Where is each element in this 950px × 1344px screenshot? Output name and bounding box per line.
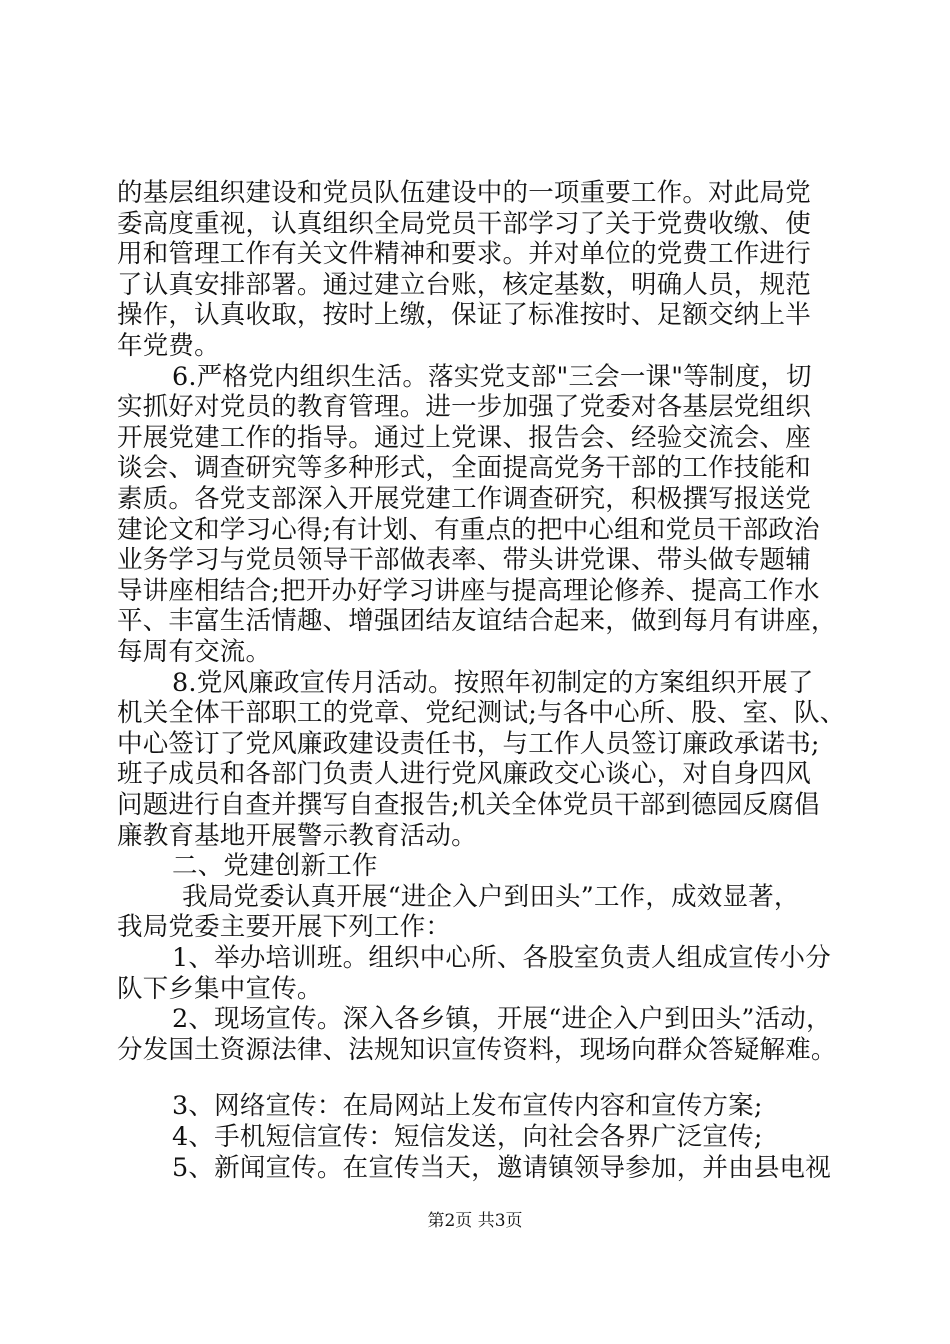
- body-line: 中心签订了党风廉政建设责任书，与工作人员签订廉政承诺书;: [117, 729, 820, 759]
- section-heading: 二、党建创新工作: [172, 851, 378, 881]
- body-line: 年党费。: [117, 331, 220, 361]
- body-line: 导讲座相结合;把开办好学习讲座与提高理论修养、提高工作水: [117, 576, 820, 606]
- body-line: 操作，认真收取，按时上缴，保证了标准按时、足额交纳上半: [117, 300, 811, 330]
- body-line: 了认真安排部署。通过建立台账，核定基数，明确人员，规范: [117, 270, 811, 300]
- body-line: 8.党风廉政宣传月活动。按照年初制定的方案组织开展了: [172, 668, 814, 698]
- body-line: 廉教育基地开展警示教育活动。: [117, 821, 477, 851]
- body-line: 谈会、调查研究等多种形式，全面提高党务干部的工作技能和: [117, 453, 811, 483]
- body-line: 5、新闻宣传。在宣传当天，邀请镇领导参加，并由县电视: [172, 1153, 831, 1183]
- body-line: 用和管理工作有关文件精神和要求。并对单位的党费工作进行: [117, 239, 811, 269]
- page-footer: 第2页 共3页: [427, 1211, 523, 1231]
- body-line: 开展党建工作的指导。通过上党课、报告会、经验交流会、座: [117, 423, 811, 453]
- body-line: 1、举办培训班。组织中心所、各股室负责人组成宣传小分: [172, 943, 831, 973]
- body-line: 业务学习与党员领导干部做表率、带头讲党课、带头做专题辅: [117, 545, 811, 575]
- body-line: 4、手机短信宣传：短信发送，向社会各界广泛宣传;: [172, 1122, 763, 1152]
- body-line: 我局党委认真开展“进企入户到田头”工作，成效显著，: [182, 882, 800, 912]
- body-line: 6.严格党内组织生活。落实党支部"三会一课"等制度，切: [172, 362, 812, 392]
- body-line: 每周有交流。: [117, 637, 272, 667]
- body-line: 班子成员和各部门负责人进行党风廉政交心谈心，对自身四风: [117, 759, 811, 789]
- body-line: 分发国土资源法律、法规知识宣传资料，现场向群众答疑解难。: [117, 1035, 837, 1065]
- body-line: 素质。各党支部深入开展党建工作调查研究，积极撰写报送党: [117, 484, 811, 514]
- body-line: 3、网络宣传：在局网站上发布宣传内容和宣传方案;: [172, 1091, 763, 1121]
- body-line: 我局党委主要开展下列工作：: [117, 912, 452, 942]
- body-line: 建论文和学习心得;有计划、有重点的把中心组和党员干部政治: [117, 515, 820, 545]
- body-line: 委高度重视，认真组织全局党员干部学习了关于党费收缴、使: [117, 209, 811, 239]
- body-line: 队下乡集中宣传。: [117, 974, 323, 1004]
- body-line: 平、丰富生活情趣、增强团结友谊结合起来，做到每月有讲座，: [117, 606, 837, 636]
- body-line: 问题进行自查并撰写自查报告;机关全体党员干部到德园反腐倡: [117, 790, 820, 820]
- body-line: 实抓好对党员的教育管理。进一步加强了党委对各基层党组织: [117, 392, 811, 422]
- body-line: 机关全体干部职工的党章、党纪测试;与各中心所、股、室、队、: [117, 698, 846, 728]
- body-line: 的基层组织建设和党员队伍建设中的一项重要工作。对此局党: [117, 178, 811, 208]
- body-line: 2、现场宣传。深入各乡镇，开展“进企入户到田头”活动，: [172, 1004, 832, 1034]
